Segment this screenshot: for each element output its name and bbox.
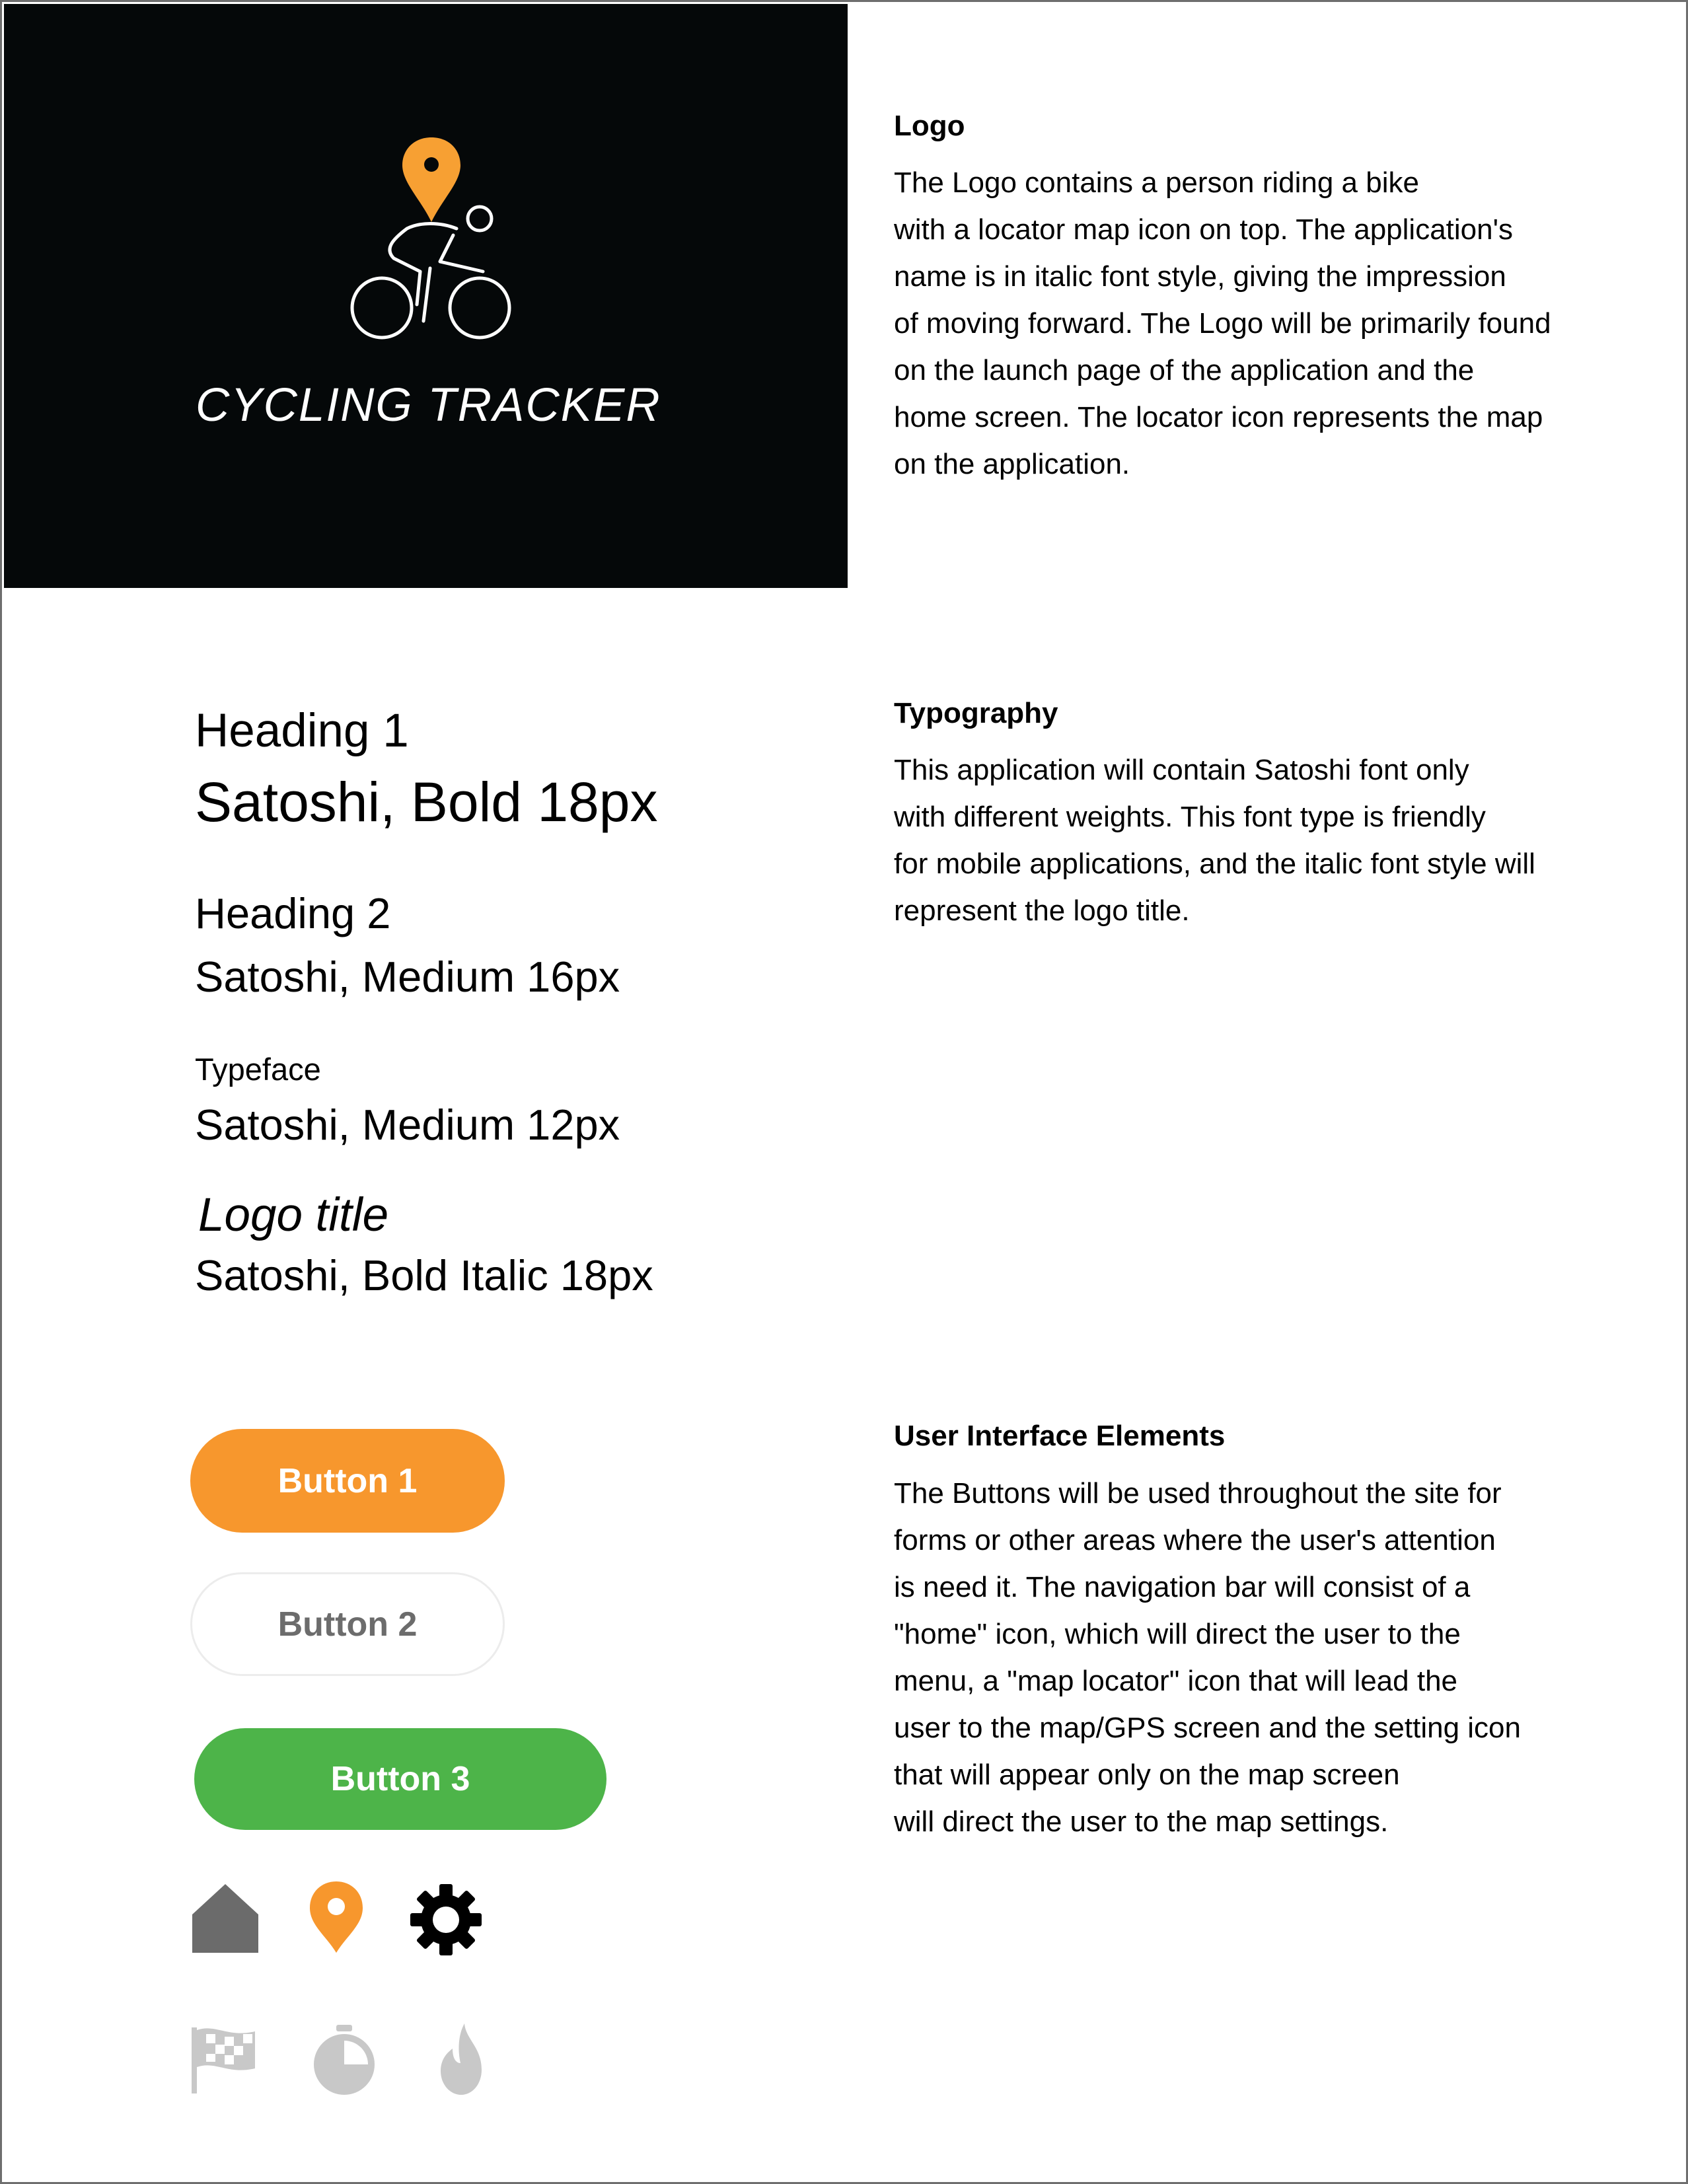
button-1[interactable]: Button 1	[190, 1429, 505, 1533]
heading2-label: Heading 2	[195, 889, 391, 937]
typography-section-heading: Typography	[894, 697, 1058, 729]
logo-title-label: Logo title	[198, 1189, 389, 1241]
logo-section-heading: Logo	[894, 110, 965, 142]
checkered-flag-icon	[189, 2025, 258, 2096]
logo-map-pin-icon	[402, 137, 460, 222]
home-icon[interactable]	[189, 1881, 262, 1955]
ui-elements-section-body: The Buttons will be used throughout the site for forms or other areas where the user's attention is need it. The navigation bar will consist of a "home" icon, which will direct the user to the menu, a "map locator" icon that will lead the user to the map/GPS screen and the setting icon that will appear only on the map screen will direct the user to the map settings.	[894, 1477, 1521, 1838]
logo-section-body: The Logo contains a person riding a bike with a locator map icon on top. The application's name is in italic font style, giving the impression of moving forward. The Logo will be primarily found on the launch page of the application and the home screen. The locator icon represents the map on the application.	[894, 166, 1551, 480]
logo-title: CYCLING TRACKER	[196, 379, 661, 431]
button-3[interactable]: Button 3	[194, 1728, 606, 1830]
ui-elements-section-heading: User Interface Elements	[894, 1420, 1226, 1452]
typeface-label: Typeface	[195, 1052, 321, 1087]
logo-panel	[4, 4, 848, 588]
heading2-spec: Satoshi, Medium 16px	[195, 953, 620, 1001]
cyclist-logo-icon	[321, 129, 532, 347]
map-pin-icon[interactable]	[308, 1880, 365, 1954]
typography-section-body: This application will contain Satoshi font only with different weights. This font type is friendly for mobile applications, and the italic font style will represent the logo title.	[894, 754, 1535, 927]
heading1-label: Heading 1	[195, 705, 409, 757]
typeface-spec: Satoshi, Medium 12px	[195, 1101, 620, 1149]
logo-title-spec: Satoshi, Bold Italic 18px	[195, 1251, 653, 1299]
stopwatch-icon	[310, 2023, 379, 2097]
heading1-spec: Satoshi, Bold 18px	[195, 771, 658, 833]
gear-icon[interactable]	[409, 1883, 483, 1957]
button-2[interactable]: Button 2	[190, 1572, 505, 1676]
flame-icon	[438, 2022, 484, 2096]
